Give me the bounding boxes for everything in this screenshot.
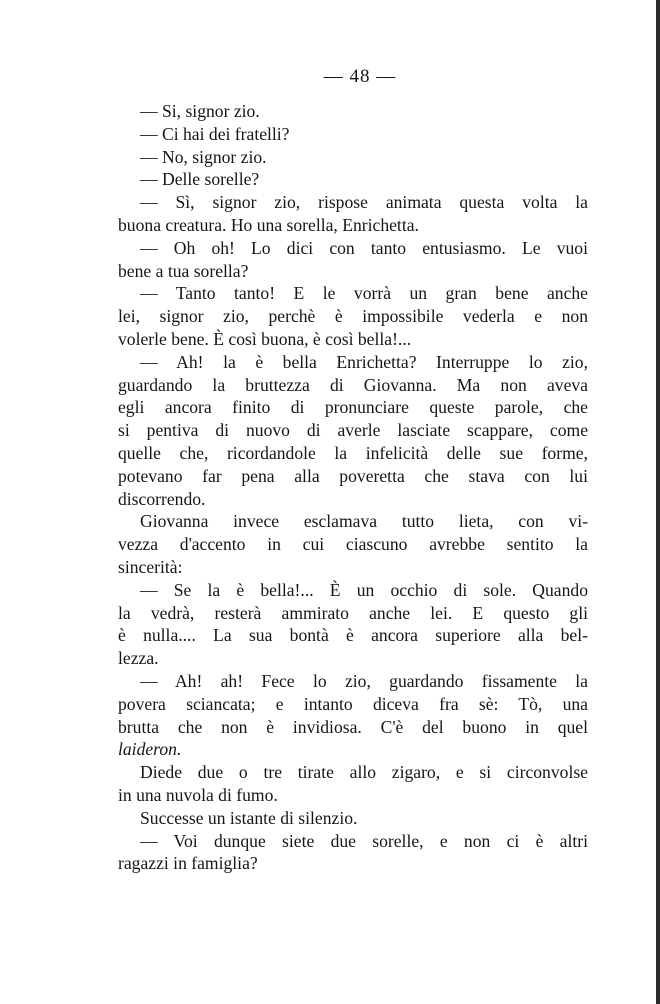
text-line: sincerità:: [118, 556, 183, 577]
text-line: Giovanna invece esclamava tutto lieta, con vi-: [140, 511, 588, 532]
text-line: — Tanto tanto! E le vorrà un gran bene anche: [140, 283, 588, 304]
text-line: in una nuvola di fumo.: [118, 784, 278, 805]
text-line: — Oh oh! Lo dici con tanto entusiasmo. Le vuoi: [140, 237, 588, 258]
text-line: buona creatura. Ho una sorella, Enrichetta.: [118, 214, 419, 235]
text-line: — No, signor zio.: [140, 146, 267, 167]
text-line: ragazzi in famiglia?: [118, 853, 258, 874]
text-line: — Si, signor zio.: [140, 101, 260, 121]
body-text: [118, 100, 588, 875]
text-line: — Ci hai dei fratelli?: [140, 123, 290, 144]
text-line: quelle che, ricordandole la infelicità delle sue forme,: [118, 442, 588, 463]
text-line: Diede due o tre tirate allo zigaro, e si circonvolse: [140, 762, 588, 783]
text-line: guardando la bruttezza di Giovanna. Ma non aveva: [118, 374, 588, 395]
text-line: volerle bene. È così buona, è così bella!...: [118, 328, 412, 349]
text-line: bene a tua sorella?: [118, 260, 249, 281]
text-line: Successe un istante di silenzio.: [140, 807, 358, 828]
text-line: egli ancora finito di pronunciare queste parole, che: [118, 397, 588, 418]
text-line: — Ah! la è bella Enrichetta? Interruppe lo zio,: [140, 351, 588, 372]
text-line: — Se la è bella!... È un occhio di sole. Quando: [140, 579, 588, 600]
text-line: brutta che non è invidiosa. C'è del buono in quel: [118, 716, 588, 737]
text-line: — Delle sorelle?: [140, 169, 260, 190]
text-line: potevano far pena alla poveretta che stava con lui: [118, 465, 588, 486]
text-line: lezza.: [118, 648, 159, 669]
page-number: — 48 —: [323, 66, 397, 87]
text-line: la vedrà, resterà ammirato anche lei. E questo gli: [118, 602, 588, 623]
text-line: vezza d'accento in cui ciascuno avrebbe sentito la: [118, 534, 588, 555]
text-line: lei, signor zio, perchè è impossibile vederla e non: [118, 306, 588, 327]
text-line: laideron.: [118, 739, 182, 760]
page-edge-shadow: [656, 0, 660, 1004]
text-line: povera sciancata; e intanto diceva fra sè: Tò, una: [118, 693, 588, 714]
text-line: — Sì, signor zio, rispose animata questa volta la: [140, 192, 588, 213]
text-line: discorrendo.: [118, 488, 206, 509]
text-line: — Voi dunque siete due sorelle, e non ci è altri: [140, 830, 588, 851]
text-line: si pentiva di nuovo di averle lasciate scappare, come: [118, 420, 588, 441]
text-line: — Ah! ah! Fece lo zio, guardando fissamente la: [140, 670, 588, 691]
text-line: è nulla.... La sua bontà è ancora superiore alla bel-: [118, 625, 588, 646]
